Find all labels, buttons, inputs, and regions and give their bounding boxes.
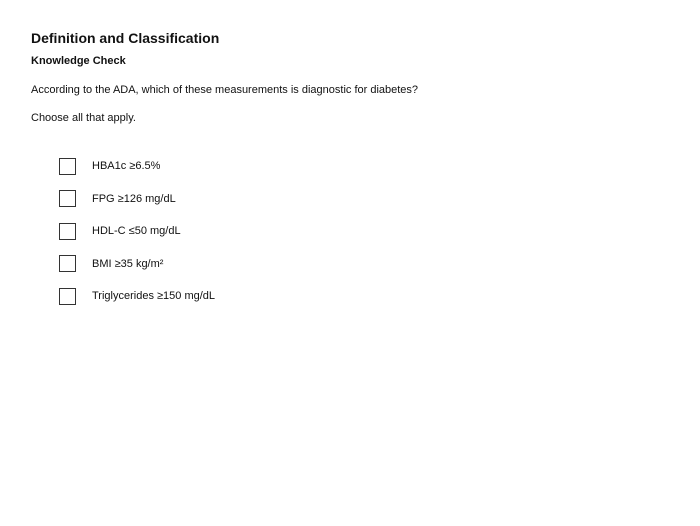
question-prompt: According to the ADA, which of these measurements is diagnostic for diabetes? (31, 84, 419, 96)
option-label: HDL-C ≤50 mg/dL (92, 225, 181, 237)
option-label: HBA1c ≥6.5% (92, 160, 161, 172)
page-title: Definition and Classification (31, 30, 220, 46)
question-instruction: Choose all that apply. (31, 112, 136, 124)
bmi-checkbox[interactable] (59, 255, 76, 272)
answer-option-fpg[interactable] (59, 188, 215, 210)
answer-option-hdl-c[interactable] (59, 220, 215, 242)
option-label: BMI ≥35 kg/m² (92, 257, 164, 270)
hba1c-checkbox[interactable] (59, 158, 76, 175)
answer-options (59, 155, 215, 318)
answer-option-bmi[interactable] (59, 253, 215, 275)
answer-option-hba1c[interactable] (59, 155, 215, 177)
fpg-checkbox[interactable] (59, 190, 76, 207)
hdl-c-checkbox[interactable] (59, 223, 76, 240)
option-label: FPG ≥126 mg/dL (92, 192, 176, 205)
answer-option-triglycerides[interactable] (59, 285, 215, 307)
triglycerides-checkbox[interactable] (59, 288, 76, 305)
section-subtitle: Knowledge Check (31, 55, 126, 67)
option-label: Triglycerides ≥150 mg/dL (92, 290, 216, 302)
